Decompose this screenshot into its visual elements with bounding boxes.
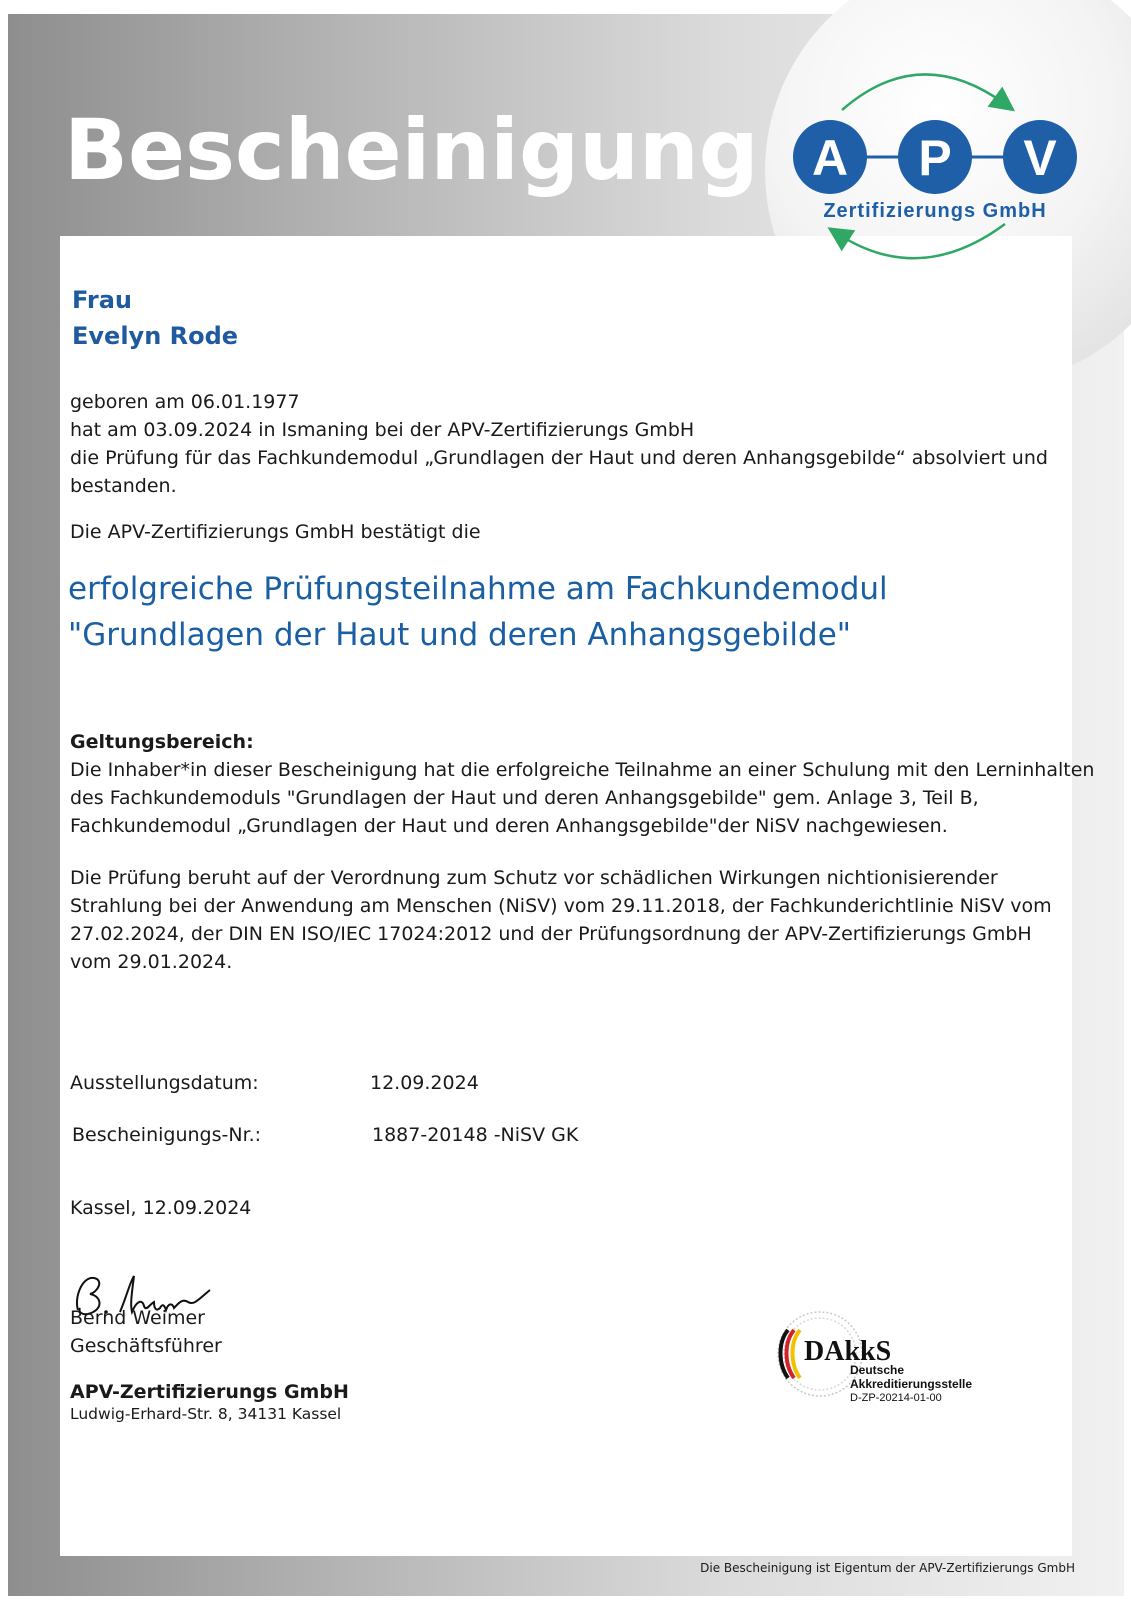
- intro-line: bestanden.: [70, 475, 177, 497]
- legal-line: Strahlung bei der Anwendung am Menschen (NiSV) vom 29.11.2018, der Fachkunderichtlinie NiSV vom: [70, 895, 1052, 917]
- dakks-name: DAkkS: [804, 1336, 892, 1367]
- legal-line: 27.02.2024, der DIN EN ISO/IEC 17024:2012 und der Prüfungsordnung der APV-Zertifizierungs GmbH: [70, 923, 1032, 945]
- headline-line: erfolgreiche Prüfungsteilnahme am Fachkundemodul: [68, 571, 888, 607]
- logo-subtitle: Zertifizierungs GmbH: [823, 200, 1047, 222]
- confirm-lead: Die APV-Zertifizierungs GmbH bestätigt die: [70, 521, 481, 543]
- intro-line: hat am 03.09.2024 in Ismaning bei der APV-Zertifizierungs GmbH: [70, 419, 695, 441]
- dakks-seal: [776, 1308, 1006, 1408]
- dakks-code: D-ZP-20214-01-00: [850, 1392, 942, 1404]
- place-date: Kassel, 12.09.2024: [70, 1197, 252, 1219]
- scope-line: Die Inhaber*in dieser Bescheinigung hat die erfolgreiche Teilnahme an einer Schulung mit den Lerninhalten: [70, 759, 1095, 781]
- dakks-line1: Deutsche: [850, 1363, 905, 1377]
- certificate-number-label: Bescheinigungs-Nr.:: [72, 1124, 262, 1146]
- recipient-name: Evelyn Rode: [72, 322, 239, 350]
- logo-letter-a: A: [811, 130, 849, 186]
- legal-line: Die Prüfung beruht auf der Verordnung zum Schutz vor schädlichen Wirkungen nichtionisierender: [70, 867, 998, 889]
- apv-logo: [790, 62, 1080, 282]
- company-name: APV-Zertifizierungs GmbH: [70, 1381, 349, 1403]
- top-arrow: [842, 74, 1005, 110]
- legal-line: vom 29.01.2024.: [70, 951, 233, 973]
- scope-section: [70, 728, 1094, 840]
- dakks-line2: Akkreditierungsstelle: [850, 1377, 973, 1391]
- certificate-headline: [68, 566, 888, 658]
- logo-letter-p: P: [918, 130, 952, 186]
- certificate-number-row: [72, 1121, 578, 1149]
- issue-date-row: [70, 1069, 479, 1097]
- footer-note: Die Bescheinigung ist Eigentum der APV-Zertifizierungs GmbH: [700, 1561, 1075, 1575]
- scope-heading: Geltungsbereich:: [70, 731, 254, 753]
- recipient-block: [72, 282, 238, 354]
- signer-name: Bernd Weimer: [70, 1307, 205, 1329]
- logo-letter-v: V: [1023, 130, 1057, 186]
- issue-date-label: Ausstellungsdatum:: [70, 1072, 259, 1094]
- intro-line: die Prüfung für das Fachkundemodul „Grundlagen der Haut und deren Anhangsgebilde“ absolviert und: [70, 447, 1048, 469]
- scope-line: des Fachkundemoduls "Grundlagen der Haut und deren Anhangsgebilde" gem. Anlage 3, Teil B,: [70, 787, 979, 809]
- intro-line: geboren am 06.01.1977: [70, 391, 300, 413]
- headline-line: "Grundlagen der Haut und deren Anhangsgebilde": [68, 617, 852, 653]
- page-title: Bescheinigung: [64, 101, 759, 199]
- intro-paragraph: [70, 388, 1048, 500]
- bottom-arrow: [838, 224, 1005, 258]
- company-address: Ludwig-Erhard-Str. 8, 34131 Kassel: [70, 1405, 342, 1423]
- legal-basis-paragraph: [70, 864, 1052, 976]
- scope-line: Fachkundemodul „Grundlagen der Haut und deren Anhangsgebilde"der NiSV nachgewiesen.: [70, 815, 948, 837]
- issue-date-value: 12.09.2024: [370, 1072, 479, 1094]
- signer-block: [70, 1304, 222, 1360]
- signer-role: Geschäftsführer: [70, 1335, 222, 1357]
- certificate-number-value: 1887-20148 -NiSV GK: [372, 1124, 579, 1146]
- recipient-salutation: Frau: [72, 286, 132, 314]
